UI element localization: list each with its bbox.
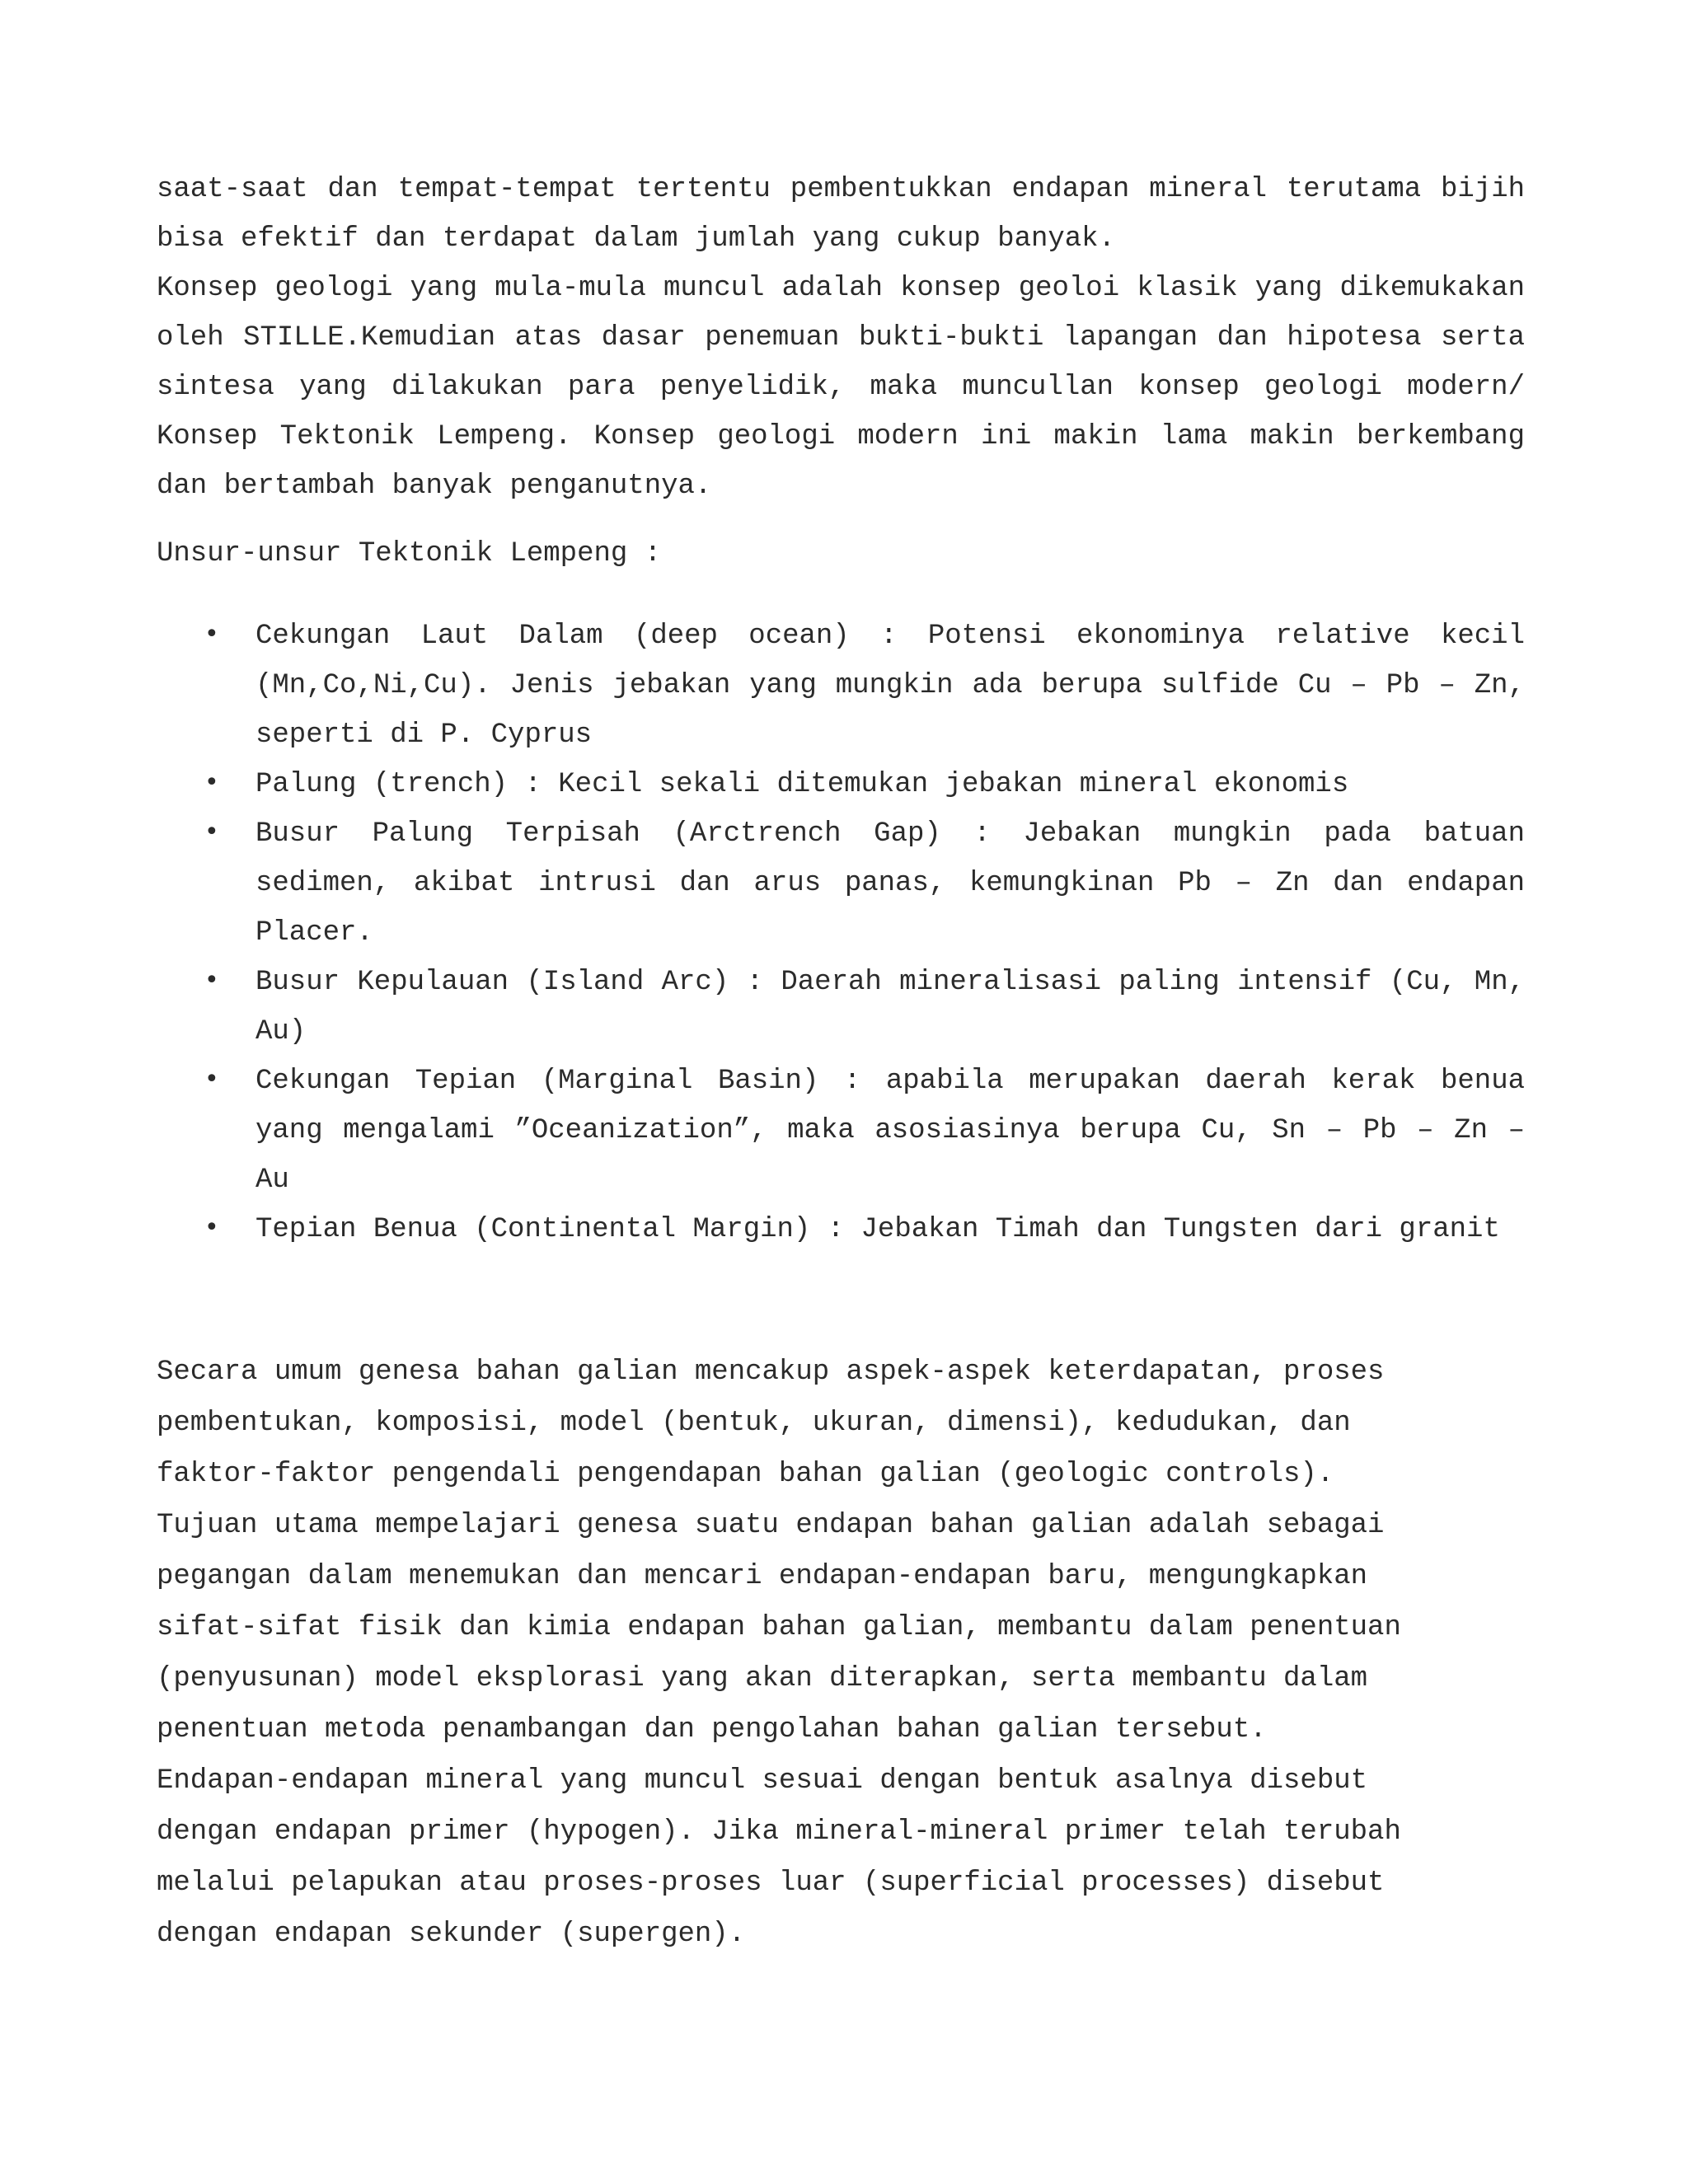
bullet-icon: • [204, 818, 219, 846]
genesa-line: pegangan dalam menemukan dan mencari endapan-endapan baru, mengungkapkan [157, 1561, 1368, 1592]
bullet-icon: • [204, 620, 219, 649]
genesa-line: Endapan-endapan mineral yang muncul sesuai dengan bentuk asalnya disebut [157, 1765, 1368, 1797]
genesa-line: pembentukan, komposisi, model (bentuk, ukuran, dimensi), kedudukan, dan [157, 1408, 1351, 1439]
genesa-line: Secara umum genesa bahan galian mencakup aspek-aspek keterdapatan, proses [157, 1357, 1385, 1388]
genesa-line: penentuan metoda penambangan dan pengolahan bahan galian tersebut. [157, 1714, 1267, 1746]
genesa-line: dengan endapan sekunder (supergen). [157, 1919, 746, 1950]
genesa-line: faktor-faktor pengendali pengendapan bahan galian (geologic controls). [157, 1459, 1334, 1490]
list-item-text: Cekungan Tepian (Marginal Basin) : apabila merupakan daerah kerak benua yang mengalami ”Oceanization”, maka asosiasinya berupa Cu, Sn – Pb – Zn – Au [256, 1066, 1525, 1196]
bullet-icon: • [204, 768, 219, 797]
list-item [157, 760, 1525, 809]
list-item-text: Busur Kepulauan (Island Arc) : Daerah mineralisasi paling intensif (Cu, Mn, Au) [256, 967, 1525, 1047]
genesa-line: sifat-sifat fisik dan kimia endapan bahan galian, membantu dalam penentuan [157, 1612, 1401, 1643]
list-item [157, 612, 1525, 760]
list-item-text: Cekungan Laut Dalam (deep ocean) : Potensi ekonominya relative kecil (Mn,Co,Ni,Cu). Jenis jebakan yang mungkin ada berupa sulfide Cu – Pb – Zn, seperti di P. Cyprus [256, 621, 1525, 751]
konsep-paragraph: Konsep geologi yang mula-mula muncul adalah konsep geoloi klasik yang dikemukakan oleh STILLE.Kemudian atas dasar penemuan bukti-bukti lapangan dan hipotesa serta sintesa yang dilakukan para penyelidik, maka muncullan konsep geologi modern/ Konsep Tektonik Lempeng. Konsep geologi modern ini makin lama makin berkembang dan bertambah banyak penganutnya. [157, 273, 1525, 502]
bullet-icon: • [204, 966, 219, 995]
bullet-icon: • [204, 1213, 219, 1242]
list-item-text: Palung (trench) : Kecil sekali ditemukan jebakan mineral ekonomis [256, 769, 1349, 800]
list-item [157, 958, 1525, 1057]
intro-paragraph: saat-saat dan tempat-tempat tertentu pembentukkan endapan mineral terutama bijih bisa efektif dan terdapat dalam jumlah yang cukup banyak. [157, 174, 1525, 255]
document-body [157, 165, 1525, 1960]
list-item-text: Busur Palung Terpisah (Arctrench Gap) : Jebakan mungkin pada batuan sedimen, akibat intrusi dan arus panas, kemungkinan Pb – Zn dan endapan Placer. [256, 818, 1525, 949]
bullet-icon: • [204, 1065, 219, 1094]
genesa-paragraph [157, 1347, 1525, 1960]
list-item [157, 1205, 1525, 1254]
genesa-line: melalui pelapukan atau proses-proses luar (superficial processes) disebut [157, 1868, 1385, 1899]
genesa-line: (penyusunan) model eksplorasi yang akan diterapkan, serta membantu dalam [157, 1663, 1368, 1694]
list-item-text: Tepian Benua (Continental Margin) : Jebakan Timah dan Tungsten dari granit [256, 1214, 1500, 1245]
genesa-line: Tujuan utama mempelajari genesa suatu endapan bahan galian adalah sebagai [157, 1510, 1385, 1541]
unsur-heading: Unsur-unsur Tektonik Lempeng : [157, 538, 662, 569]
list-item [157, 809, 1525, 958]
list-item [157, 1057, 1525, 1205]
tectonic-elements-list [157, 612, 1525, 1254]
genesa-line: dengan endapan primer (hypogen). Jika mineral-mineral primer telah terubah [157, 1816, 1401, 1848]
